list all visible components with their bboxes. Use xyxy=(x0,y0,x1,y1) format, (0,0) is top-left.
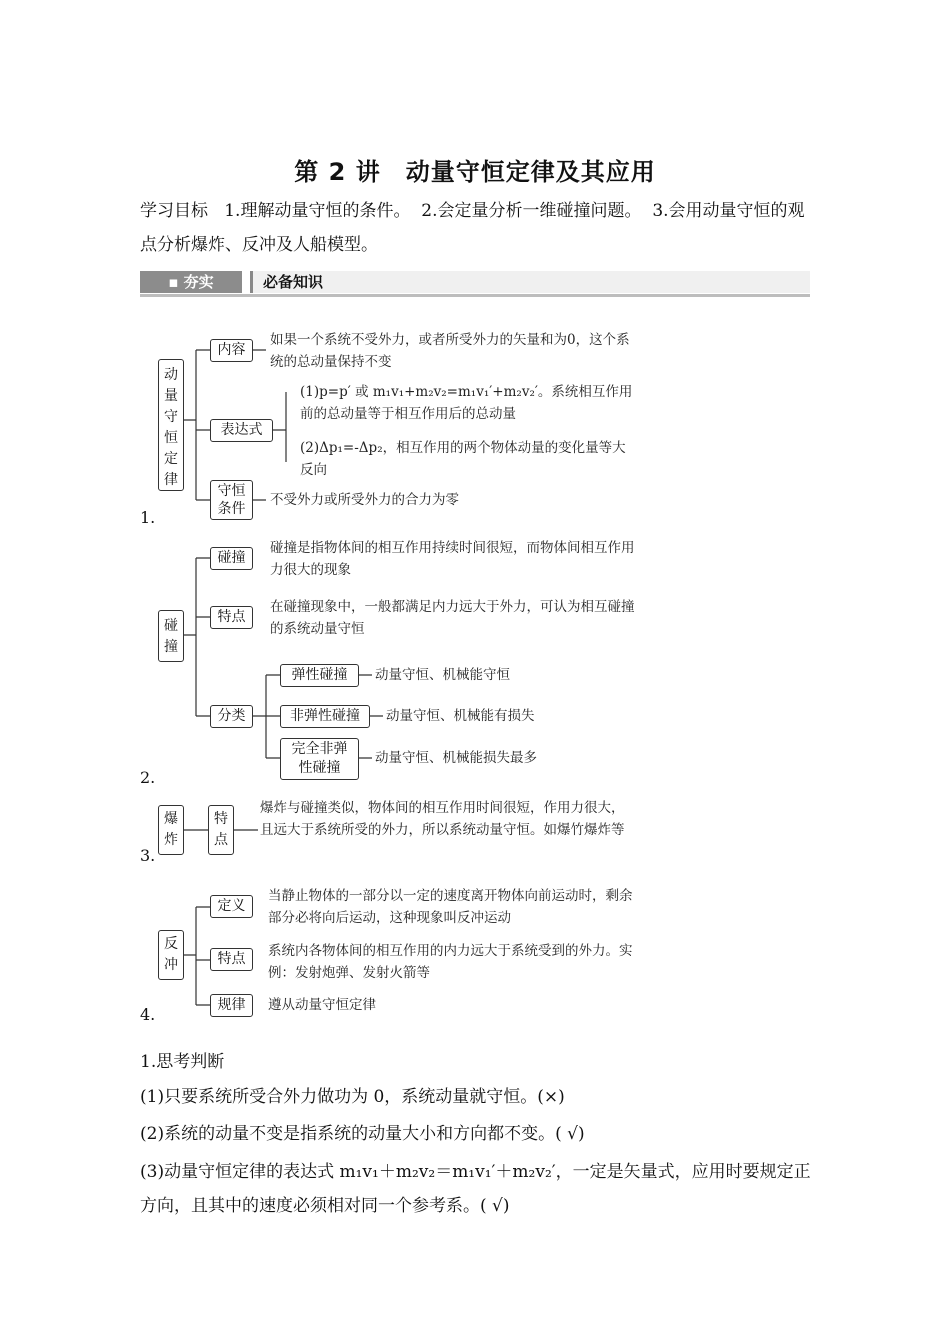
judgement-item-1: (1)只要系统所受合外力做功为 0，系统动量就守恒。(×) xyxy=(140,1087,565,1107)
branch-conservation-condition: 守恒条件 xyxy=(210,480,253,520)
diagram-3-branch: 特点 xyxy=(208,805,234,855)
branch-content-text: 如果一个系统不受外力，或者所受外力的矢量和为0，这个系统的总动量保持不变 xyxy=(270,332,630,370)
diagram-2-number: 2. xyxy=(140,768,156,787)
branch-expression-text-1: (1)p=p′ 或 m₁v₁+m₂v₂=m₁v₁′+m₂v₂′。系统相互作用前的总动量等于相互作用后的总动量 xyxy=(300,384,633,422)
branch-law: 规律 xyxy=(210,994,253,1017)
diagram-1-root xyxy=(158,359,184,491)
diagram-2-root: 碰撞 xyxy=(158,610,184,662)
branch-law-text: 遵从动量守恒定律 xyxy=(268,997,376,1013)
inelastic-collision-box: 非弹性碰撞 xyxy=(280,705,370,728)
elastic-collision-box: 弹性碰撞 xyxy=(280,664,359,687)
objectives-label: 学习目标 xyxy=(140,201,208,221)
perfectly-inelastic-text: 动量守恒、机械能损失最多 xyxy=(375,750,537,766)
diagram-3-number: 3. xyxy=(140,846,156,865)
page-title: 第 2 讲 动量守恒定律及其应用 xyxy=(294,158,656,186)
inelastic-collision-text: 动量守恒、机械能有损失 xyxy=(386,708,535,724)
branch-expression-text-2: (2)Δp₁=-Δp₂，相互作用的两个物体动量的变化量等大反向 xyxy=(300,440,626,478)
branch-collision-text: 碰撞是指物体间的相互作用持续时间很短，而物体间相互作用力很大的现象 xyxy=(270,540,635,578)
objective-3: 3.会用动量守恒的观点分析爆炸、反冲及人船模型。 xyxy=(140,201,805,255)
perfectly-inelastic-box: 完全非弹性碰撞 xyxy=(280,738,359,780)
banner-tag: ▪ 夯实 xyxy=(140,271,242,293)
elastic-collision-text: 动量守恒、机械能守恒 xyxy=(375,667,510,683)
judgement-heading: 1.思考判断 xyxy=(140,1052,225,1072)
branch-definition-text: 当静止物体的一部分以一定的速度离开物体向前运动时，剩余部分必将向后运动，这种现象叫反冲运动 xyxy=(268,888,633,926)
branch-recoil-feature: 特点 xyxy=(210,948,253,971)
objective-1: 1.理解动量守恒的条件。 xyxy=(224,201,411,221)
diagram-3-text: 爆炸与碰撞类似，物体间的相互作用时间很短，作用力很大，且远大于系统所受的外力，所以系统动量守恒。如爆竹爆炸等 xyxy=(260,800,625,838)
branch-definition: 定义 xyxy=(210,895,253,918)
branch-content: 内容 xyxy=(210,339,253,362)
branch-collision: 碰撞 xyxy=(210,547,253,570)
diagram-3-root: 爆炸 xyxy=(158,805,184,855)
judgement-item-3: (3)动量守恒定律的表达式 m₁v₁＋m₂v₂＝m₁v₁′＋m₂v₂′，一定是矢量式，应用时要规定正方向，且其中的速度必须相对同一个参考系。( √) xyxy=(140,1162,811,1216)
diagram-4-number: 4. xyxy=(140,1005,156,1024)
branch-expression: 表达式 xyxy=(210,419,273,442)
branch-recoil-feature-text: 系统内各物体间的相互作用的内力远大于系统受到的外力。实例：发射炮弹、发射火箭等 xyxy=(268,943,633,981)
judgement-item-2: (2)系统的动量不变是指系统的动量大小和方向都不变。( √) xyxy=(140,1124,585,1144)
diagram-4-root: 反冲 xyxy=(158,930,184,980)
branch-feature: 特点 xyxy=(210,606,253,629)
diagram-1-root-label: 动量守恒定律 xyxy=(164,367,178,488)
branch-feature-text: 在碰撞现象中，一般都满足内力远大于外力，可认为相互碰撞的系统动量守恒 xyxy=(270,599,635,637)
banner-heading: 必备知识 xyxy=(250,271,810,293)
diagram-1-number: 1. xyxy=(140,508,156,527)
objective-2: 2.会定量分析一维碰撞问题。 xyxy=(421,201,642,221)
branch-classification: 分类 xyxy=(210,705,253,728)
branch-conservation-text: 不受外力或所受外力的合力为零 xyxy=(270,492,459,508)
